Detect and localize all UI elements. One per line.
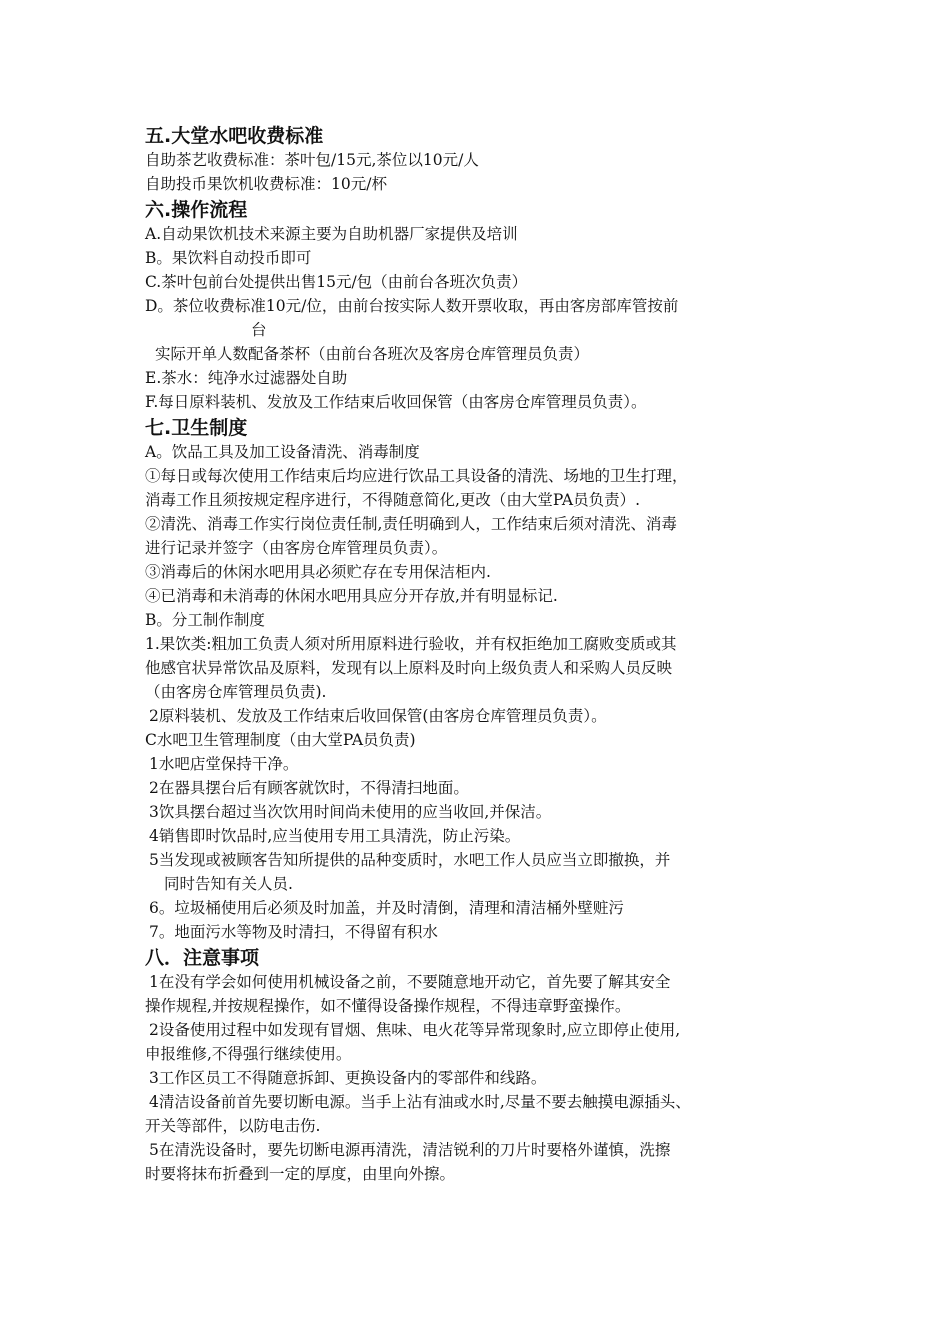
text-line: 4销售即时饮品时,应当使用专用工具清洗，防止污染。 [149,827,521,845]
text-line: 1.果饮类:粗加工负责人须对所用原料进行验收，并有权拒绝加工腐败变质或其 [145,635,677,653]
text-line: 1水吧店堂保持干净。 [149,755,299,773]
text-line: 他感官状异常饮品及原料，发现有以上原料及时向上级负责人和采购人员反映 [145,659,673,677]
text-line: 同时告知有关人员. [164,875,293,893]
text-line: ④已消毒和未消毒的休闲水吧用具应分开存放,并有明显标记. [145,587,558,605]
text-line: 6。垃圾桶使用后必须及时加盖，并及时清倒，清理和清洁桶外壁赃污 [149,899,624,917]
text-line: 操作规程,并按规程操作，如不懂得设备操作规程，不得违章野蛮操作。 [145,997,631,1015]
text-line: 进行记录并签字（由客房仓库管理员负责）。 [145,539,448,557]
text-line: C水吧卫生管理制度（由大堂PA员负责) [145,731,416,749]
text-line: F.每日原料装机、发放及工作结束后收回保管（由客房仓库管理员负责）。 [145,393,647,411]
text-line: D。茶位收费标准10元/位，由前台按实际人数开票收取，再由客房部库管按前 [145,297,679,315]
text-line: E.茶水：纯净水过滤器处自助 [145,369,348,387]
document-page [145,122,815,1186]
text-line: B。分工制作制度 [145,611,265,629]
text-line: 5在清洗设备时，要先切断电源再清洗，清洁锐利的刀片时要格外谨慎，洗擦 [149,1141,671,1159]
text-line: 2设备使用过程中如发现有冒烟、焦味、电火花等异常现象时,应立即停止使用, [149,1021,681,1039]
text-line: A.自动果饮机技术来源主要为自助机器厂家提供及培训 [145,225,518,243]
text-line: 4清洁设备前首先要切断电源。当手上沾有油或水时,尽量不要去触摸电源插头、 [149,1093,691,1111]
text-line: 5当发现或被顾客告知所提供的品种变质时，水吧工作人员应当立即撤换，并 [149,851,671,869]
text-line: 自助投币果饮机收费标准：10元/杯 [145,175,387,193]
text-line: 开关等部件，以防电击伤. [145,1117,321,1135]
text-line: ③消毒后的休闲水吧用具必须贮存在专用保洁柜内. [145,563,491,581]
text-line: 实际开单人数配备茶杯（由前台各班次及客房仓库管理员负责） [155,345,590,363]
section-heading: 八．注意事项 [145,947,260,969]
text-line: 自助茶艺收费标准：茶叶包/15元,茶位以10元/人 [145,151,479,169]
section-precautions [145,944,815,1186]
section-heading: 七.卫生制度 [145,417,248,439]
text-line: 2在器具摆台后有顾客就饮时，不得清扫地面。 [149,779,469,797]
text-line: 7。地面污水等物及时清扫，不得留有积水 [149,923,438,941]
section-hygiene-rules [145,414,815,944]
text-line: A。饮品工具及加工设备清洗、消毒制度 [145,443,420,461]
text-line: 台 [251,321,267,339]
text-line: 3饮具摆台超过当次饮用时间尚未使用的应当收回,并保洁。 [149,803,552,821]
section-heading: 五.大堂水吧收费标准 [145,125,324,147]
text-line: 消毒工作且须按规定程序进行，不得随意简化,更改（由大堂PA员负责）. [145,491,641,509]
text-line: C.茶叶包前台处提供出售15元/包（由前台各班次负责） [145,273,528,291]
section-operation-process [145,196,815,414]
section-heading: 六.操作流程 [145,199,248,221]
text-line: 时要将抹布折叠到一定的厚度，由里向外擦。 [145,1165,456,1183]
text-line: （由客房仓库管理员负责). [145,683,327,701]
text-line: 2原料装机、发放及工作结束后收回保管(由客房仓库管理员负责）。 [149,707,607,725]
text-line: 3工作区员工不得随意拆卸、更换设备内的零部件和线路。 [149,1069,547,1087]
text-line: 申报维修,不得强行继续使用。 [145,1045,352,1063]
section-fee-standards [145,122,815,196]
text-line: B。果饮料自动投币即可 [145,249,312,267]
text-line: ②清洗、消毒工作实行岗位责任制,责任明确到人，工作结束后须对清洗、消毒 [145,515,677,533]
text-line: 1在没有学会如何使用机械设备之前，不要随意地开动它，首先要了解其安全 [149,973,671,991]
text-line: ①每日或每次使用工作结束后均应进行饮品工具设备的清洗、场地的卫生打理， [145,467,688,485]
